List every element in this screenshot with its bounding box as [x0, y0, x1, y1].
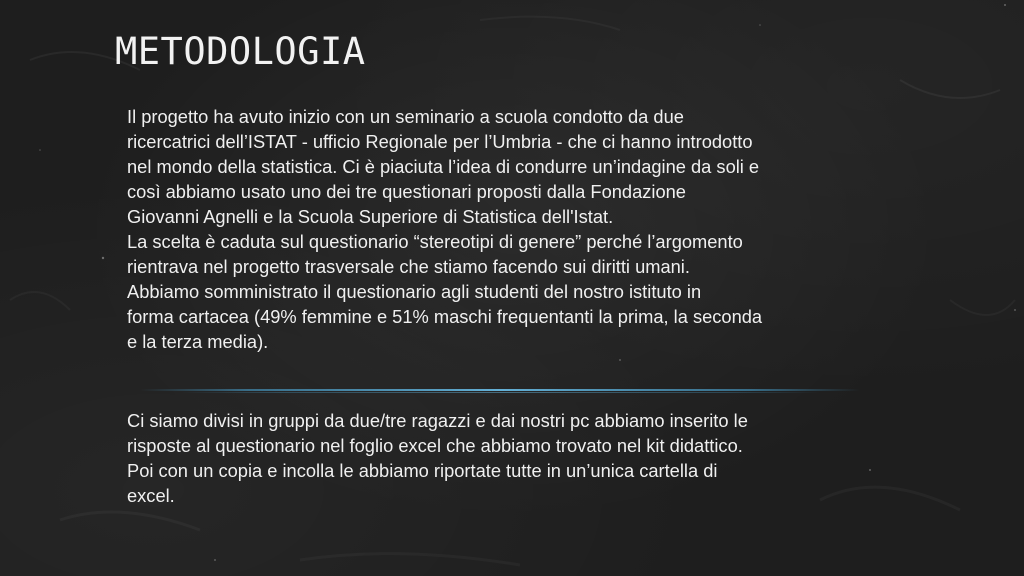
section-divider: [140, 386, 860, 396]
methodology-paragraph-2: Ci siamo divisi in gruppi da due/tre ragazzi e dai nostri pc abbiamo inserito le risposte al questionario nel foglio excel che abbiamo trovato nel kit didattico. Poi con un copia e incolla le abbiamo riportate tutte in un’unica cartella di excel.: [127, 410, 748, 506]
methodology-paragraph-1: Il progetto ha avuto inizio con un seminario a scuola condotto da due ricercatrici dell’ISTAT - ufficio Regionale per l’Umbria - che ci hanno introdotto nel mondo della statistica. Ci è piaciuta l’idea di condurre un’indagine da soli e così abbiamo usato uno dei tre questionari proposti dalla Fondazione Giovanni Agnelli e la Scuola Superiore di Statistica dell'Istat. La scelta è caduta sul questionario “stereotipi di genere” perché l’argomento rientrava nel progetto trasversale che stiamo facendo sui diritti umani. Abbiamo somministrato il questionario agli studenti del nostro istituto in forma cartacea (49% femmine e 51% maschi frequentanti la prima, la seconda e la terza media).: [127, 106, 763, 352]
slide-title: METODOLOGIA: [115, 30, 366, 73]
